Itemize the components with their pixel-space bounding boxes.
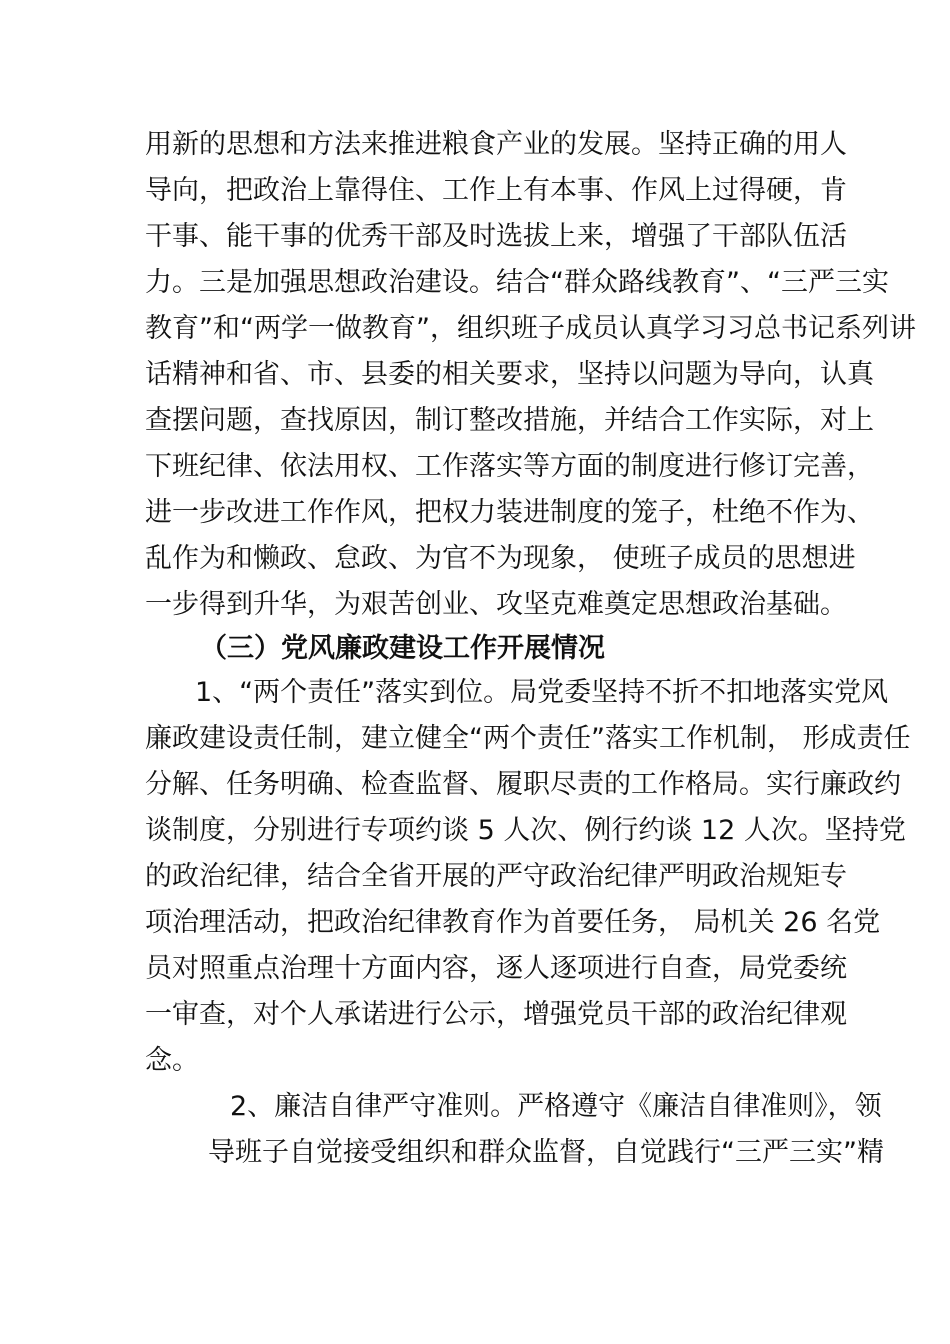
paragraph-line: 一审查，对个人承诺进行公示，增强党员干部的政治纪律观 — [145, 999, 847, 1030]
paragraph-line: 查摆问题，查找原因，制订整改措施，并结合工作实际，对上 — [145, 405, 874, 436]
paragraph-line: 下班纪律、依法用权、工作落实等方面的制度进行修订完善， — [145, 451, 874, 482]
paragraph-line: 的政治纪律，结合全省开展的严守政治纪律严明政治规矩专 — [145, 861, 847, 892]
paragraph-line: 进一步改进工作作风，把权力装进制度的笼子，杜绝不作为、 — [145, 497, 874, 528]
paragraph-line: 用新的思想和方法来推进粮食产业的发展。坚持正确的用人 — [145, 129, 847, 160]
paragraph-line: 话精神和省、市、县委的相关要求，坚持以问题为导向，认真 — [145, 359, 874, 390]
paragraph-line: 导向，把政治上靠得住、工作上有本事、作风上过得硬，肯 — [145, 175, 847, 206]
paragraph-line: 念。 — [145, 1045, 199, 1076]
paragraph-line: 干事、能干事的优秀干部及时选拔上来，增强了干部队伍活 — [145, 221, 847, 252]
paragraph-line: 力。三是加强思想政治建设。结合“群众路线教育”、“三严三实 — [145, 267, 889, 298]
paragraph-line: 廉政建设责任制，建立健全“两个责任”落实工作机制， 形成责任 — [145, 723, 911, 754]
paragraph-line: 1、“两个责任”落实到位。局党委坚持不折不扣地落实党风 — [195, 677, 889, 708]
paragraph-line: 2、廉洁自律严守准则。严格遵守《廉洁自律准则》，领 — [230, 1091, 882, 1122]
paragraph-line: 项治理活动，把政治纪律教育作为首要任务， 局机关 26 名党 — [145, 907, 881, 938]
paragraph-line: 分解、任务明确、检查监督、履职尽责的工作格局。实行廉政约 — [145, 769, 901, 800]
paragraph-line: 导班子自觉接受组织和群众监督，自觉践行“三严三实”精 — [208, 1137, 884, 1168]
paragraph-line: 员对照重点治理十方面内容，逐人逐项进行自查，局党委统 — [145, 953, 847, 984]
paragraph-line: 教育”和“两学一做教育”，组织班子成员认真学习习总书记系列讲 — [145, 313, 916, 344]
paragraph-line: 乱作为和懒政、怠政、为官不为现象， 使班子成员的思想进 — [145, 543, 856, 574]
section-heading: （三）党风廉政建设工作开展情况 — [200, 633, 605, 664]
paragraph-line: 一步得到升华，为艰苦创业、攻坚克难奠定思想政治基础。 — [145, 589, 847, 620]
paragraph-line: 谈制度，分别进行专项约谈 5 人次、例行约谈 12 人次。坚持党 — [145, 815, 906, 846]
